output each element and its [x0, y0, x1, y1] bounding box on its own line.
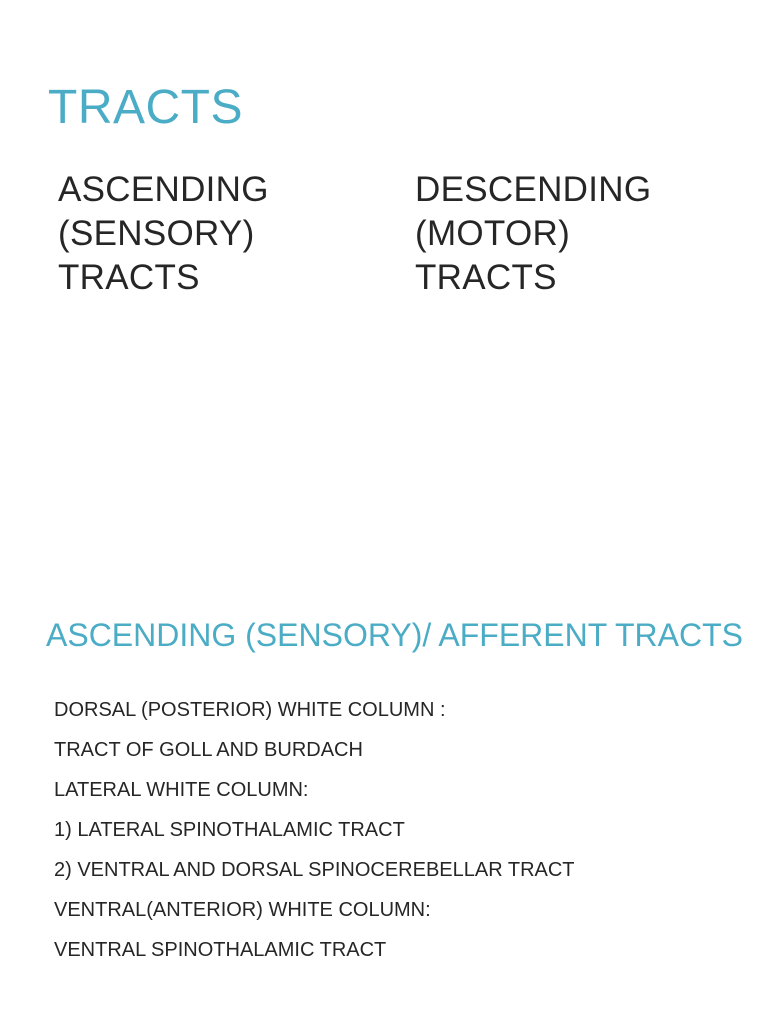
list-item: 1) LATERAL SPINOTHALAMIC TRACT: [54, 819, 405, 841]
slide-title: TRACTS: [48, 81, 243, 134]
descending-column: [415, 168, 651, 300]
ascending-line-3: TRACTS: [58, 258, 200, 297]
ascending-line-1: ASCENDING: [58, 170, 269, 209]
list-item: VENTRAL(ANTERIOR) WHITE COLUMN:: [54, 899, 431, 921]
tract-list: [54, 690, 575, 970]
slide-title: ASCENDING (SENSORY)/ AFFERENT TRACTS: [46, 617, 743, 653]
descending-line-1: DESCENDING: [415, 170, 652, 209]
descending-line-2: (MOTOR): [415, 214, 571, 253]
descending-line-3: TRACTS: [415, 258, 557, 297]
list-item: VENTRAL SPINOTHALAMIC TRACT: [54, 939, 387, 961]
slide-ascending-tracts: [0, 512, 768, 1024]
list-item: LATERAL WHITE COLUMN:: [54, 779, 309, 801]
list-item: TRACT OF GOLL AND BURDACH: [54, 739, 363, 761]
ascending-line-2: (SENSORY): [58, 214, 255, 253]
ascending-column: [58, 168, 269, 300]
list-item: DORSAL (POSTERIOR) WHITE COLUMN :: [54, 699, 446, 721]
list-item: 2) VENTRAL AND DORSAL SPINOCEREBELLAR TRACT: [54, 859, 575, 881]
